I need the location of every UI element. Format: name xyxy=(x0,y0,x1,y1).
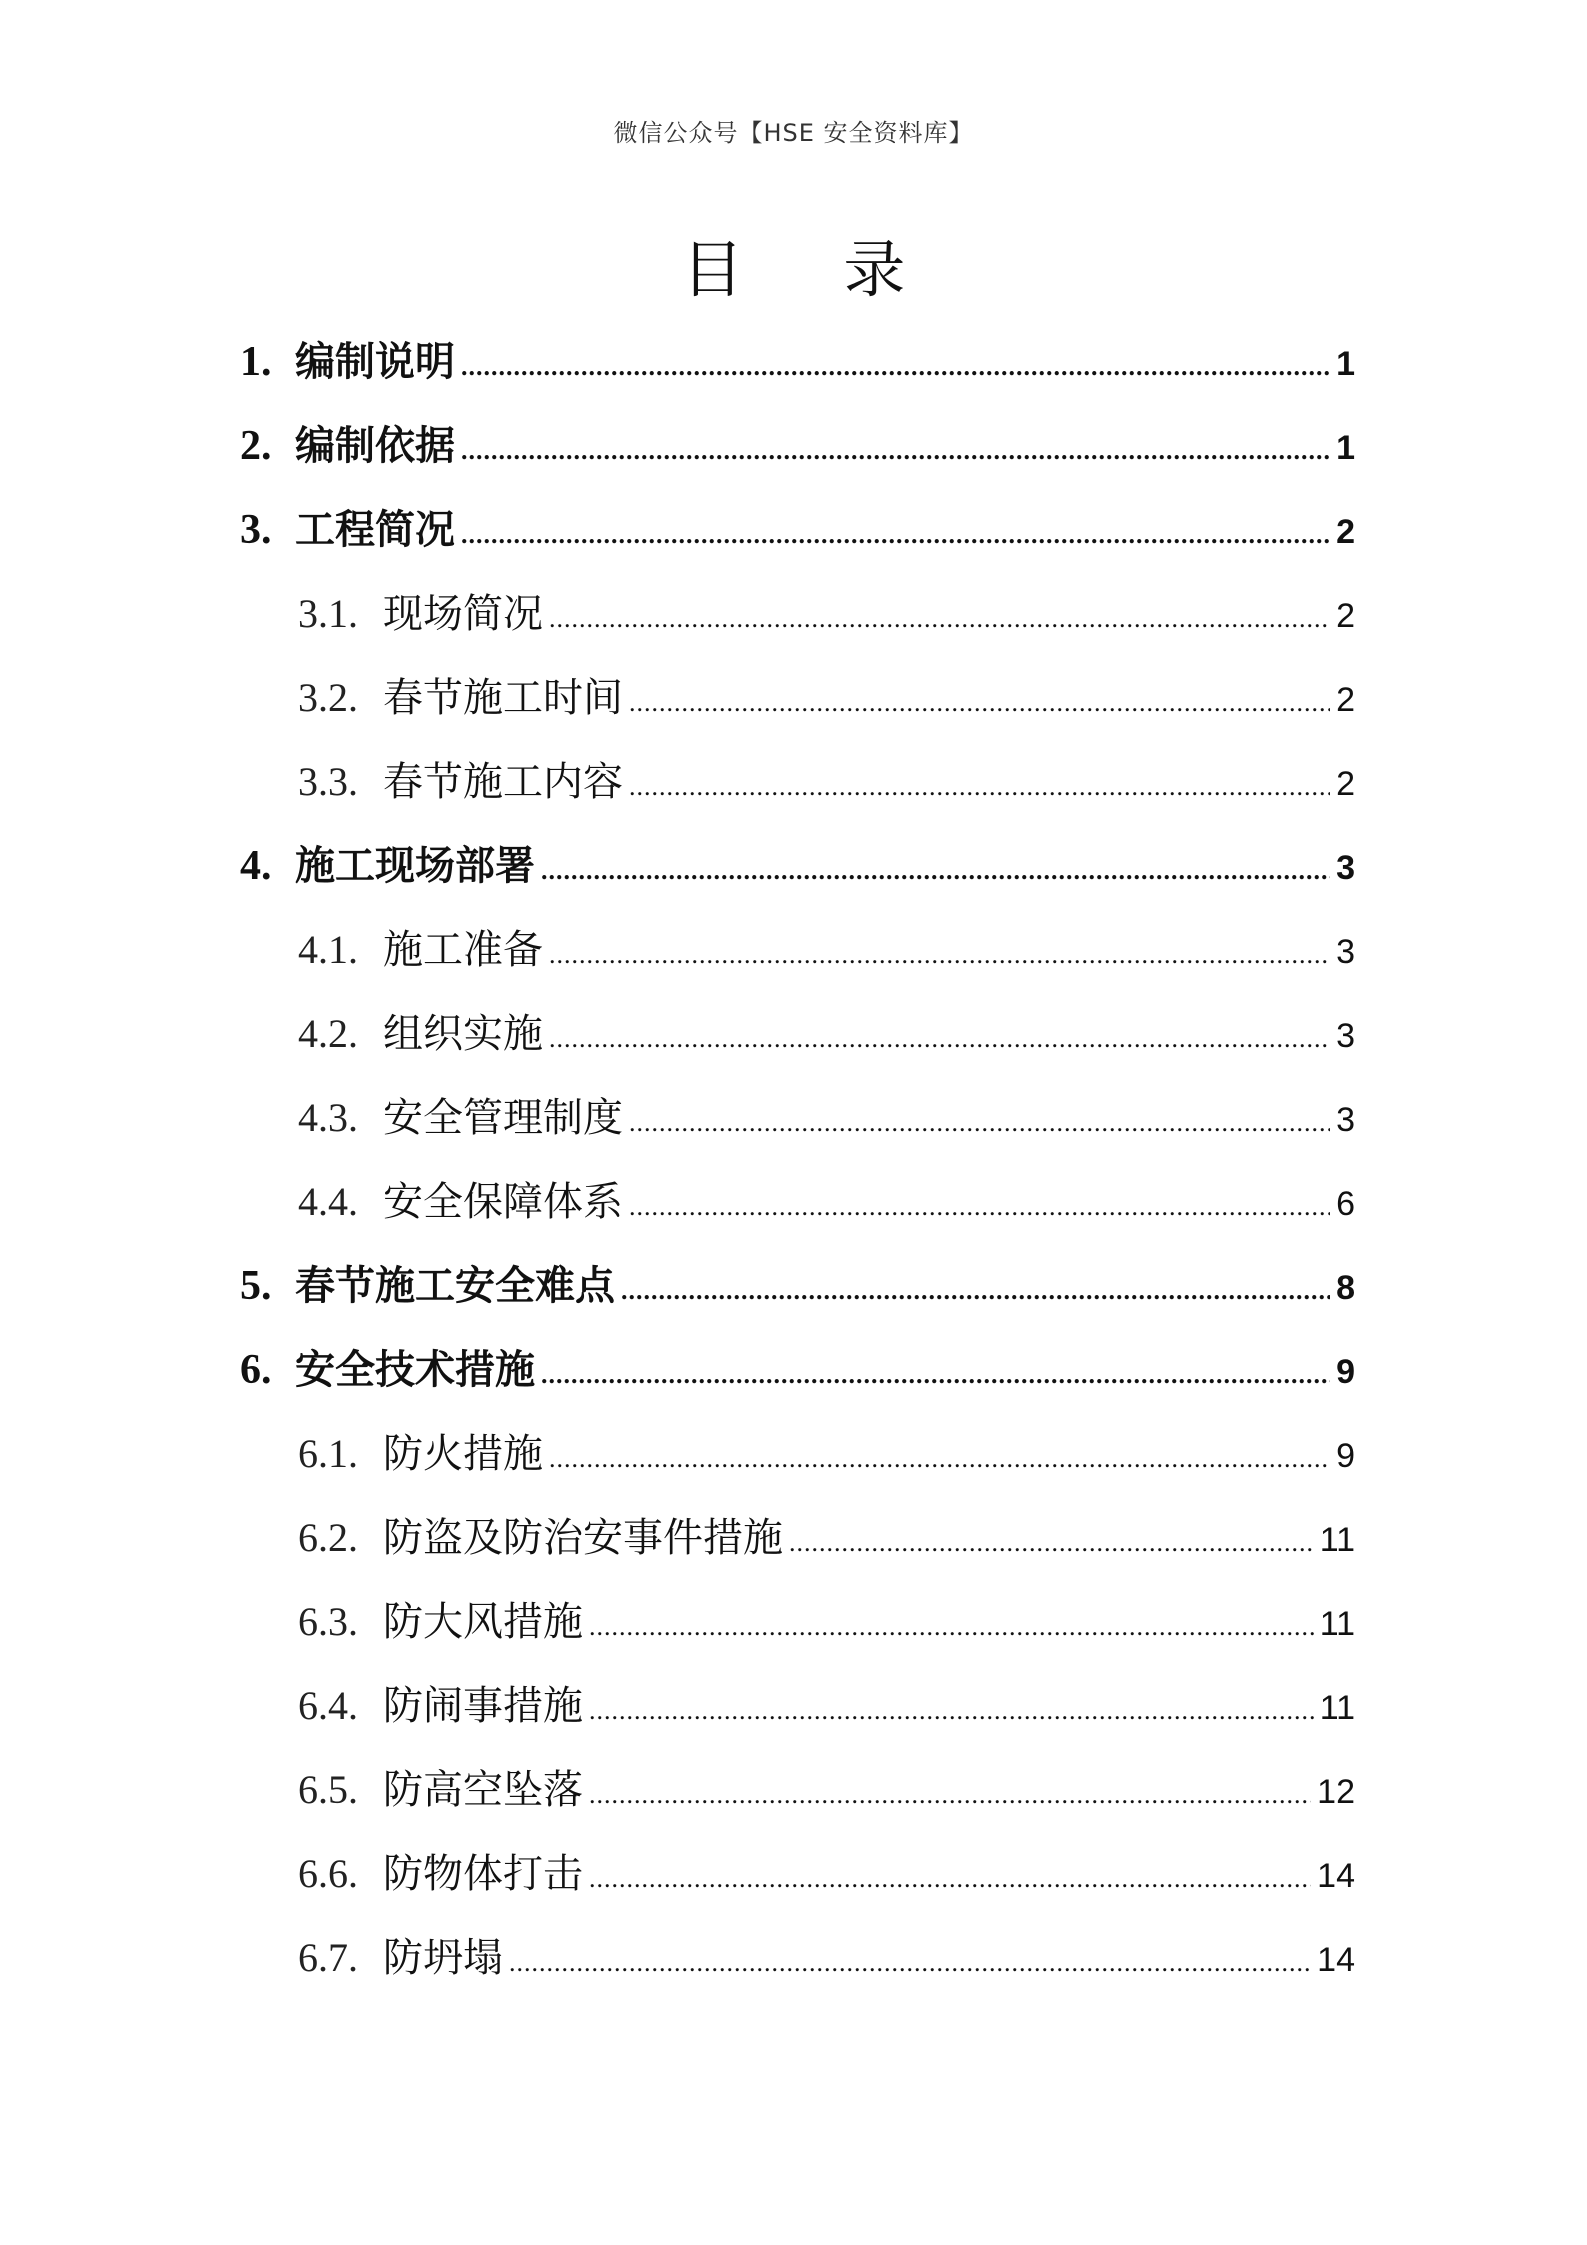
toc-page-number: 3 xyxy=(1336,1017,1355,1055)
toc-entry-6-4[interactable] xyxy=(240,1674,1355,1734)
toc-entry-4-1[interactable] xyxy=(240,918,1355,978)
toc-page-number: 6 xyxy=(1336,1185,1355,1223)
toc-entry-label: 春节施工安全难点 xyxy=(295,1263,615,1309)
toc-entry-5[interactable] xyxy=(240,1254,1355,1314)
toc-entry-6[interactable] xyxy=(240,1338,1355,1398)
toc-page-number: 2 xyxy=(1336,681,1355,719)
toc-entry-3-3[interactable] xyxy=(240,750,1355,810)
toc-dot-leader xyxy=(549,604,1330,634)
toc-dot-leader xyxy=(509,1948,1311,1978)
toc-entry-number: 3. xyxy=(240,507,272,553)
toc-page-number: 8 xyxy=(1336,1269,1355,1307)
toc-entry-number: 6.7. xyxy=(298,1935,358,1980)
toc-entry-6-3[interactable] xyxy=(240,1590,1355,1650)
toc-entry-label: 现场简况 xyxy=(383,591,543,637)
toc-entry-number: 3.2. xyxy=(298,675,358,720)
toc-dot-leader xyxy=(629,1192,1330,1222)
toc-dot-leader xyxy=(461,436,1330,466)
toc-entry-number: 6.6. xyxy=(298,1851,358,1896)
toc-entry-2[interactable] xyxy=(240,414,1355,474)
toc-entry-label: 防闹事措施 xyxy=(383,1683,583,1729)
toc-dot-leader xyxy=(589,1780,1311,1810)
toc-entry-label: 施工准备 xyxy=(383,927,543,973)
toc-entry-label: 工程简况 xyxy=(295,507,455,553)
toc-entry-label: 编制说明 xyxy=(295,339,455,385)
toc-dot-leader xyxy=(589,1864,1311,1894)
toc-entry-number: 6.1. xyxy=(298,1431,358,1476)
toc-entry-number: 6. xyxy=(240,1347,272,1393)
toc-dot-leader xyxy=(621,1276,1330,1306)
toc-dot-leader xyxy=(549,1444,1330,1474)
toc-page-number: 1 xyxy=(1336,345,1355,383)
toc-entry-number: 3.3. xyxy=(298,759,358,804)
toc-page-number: 9 xyxy=(1336,1353,1355,1391)
toc-entry-3-1[interactable] xyxy=(240,582,1355,642)
toc-dot-leader xyxy=(629,688,1330,718)
toc-entry-4-3[interactable] xyxy=(240,1086,1355,1146)
toc-entry-number: 6.3. xyxy=(298,1599,358,1644)
toc-page-number: 11 xyxy=(1319,1521,1355,1559)
toc-page-number: 14 xyxy=(1317,1857,1355,1895)
toc-entry-label: 防高空坠落 xyxy=(383,1767,583,1813)
toc-entry-label: 安全管理制度 xyxy=(383,1095,623,1141)
toc-dot-leader xyxy=(541,1360,1330,1390)
toc-dot-leader xyxy=(629,1108,1330,1138)
toc-entry-number: 4.2. xyxy=(298,1011,358,1056)
toc-page-number: 14 xyxy=(1317,1941,1355,1979)
toc-entry-label: 春节施工内容 xyxy=(383,759,623,805)
toc-entry-3-2[interactable] xyxy=(240,666,1355,726)
toc-entry-6-1[interactable] xyxy=(240,1422,1355,1482)
toc-entry-label: 防物体打击 xyxy=(383,1851,583,1897)
toc-page-number: 3 xyxy=(1336,1101,1355,1139)
toc-dot-leader xyxy=(461,520,1330,550)
toc-entry-label: 防火措施 xyxy=(383,1431,543,1477)
toc-entry-label: 施工现场部署 xyxy=(295,843,535,889)
toc-page-number: 12 xyxy=(1317,1773,1355,1811)
toc-page-number: 2 xyxy=(1336,597,1355,635)
toc-entry-1[interactable] xyxy=(240,330,1355,390)
toc-entry-number: 4.4. xyxy=(298,1179,358,1224)
toc-entry-number: 5. xyxy=(240,1263,272,1309)
toc-entry-label: 安全技术措施 xyxy=(295,1347,535,1393)
toc-entry-number: 3.1. xyxy=(298,591,358,636)
toc-entry-6-2[interactable] xyxy=(240,1506,1355,1566)
toc-page-number: 2 xyxy=(1336,513,1355,551)
toc-entry-4-4[interactable] xyxy=(240,1170,1355,1230)
page-title: 目 录 xyxy=(681,233,946,306)
toc-dot-leader xyxy=(549,1024,1330,1054)
toc-dot-leader xyxy=(461,352,1330,382)
toc-entry-4[interactable] xyxy=(240,834,1355,894)
toc-entry-number: 6.5. xyxy=(298,1767,358,1812)
toc-entry-6-7[interactable] xyxy=(240,1926,1355,1986)
toc-entry-number: 4. xyxy=(240,843,272,889)
toc-entry-label: 编制依据 xyxy=(295,423,455,469)
toc-dot-leader xyxy=(549,940,1330,970)
toc-entry-number: 1. xyxy=(240,339,272,385)
toc-dot-leader xyxy=(629,772,1330,802)
toc-entry-label: 防大风措施 xyxy=(383,1599,583,1645)
toc-page-number: 11 xyxy=(1319,1689,1355,1727)
toc-dot-leader xyxy=(541,856,1330,886)
toc-entry-label: 春节施工时间 xyxy=(383,675,623,721)
toc-entry-number: 6.4. xyxy=(298,1683,358,1728)
toc-entry-label: 组织实施 xyxy=(383,1011,543,1057)
toc-dot-leader xyxy=(589,1612,1314,1642)
toc-page-number: 1 xyxy=(1336,429,1355,467)
toc-page-number: 3 xyxy=(1336,933,1355,971)
toc-dot-leader xyxy=(789,1528,1314,1558)
toc-dot-leader xyxy=(589,1696,1314,1726)
toc-page-number: 11 xyxy=(1319,1605,1355,1643)
toc-page-number: 2 xyxy=(1336,765,1355,803)
toc-page-number: 9 xyxy=(1336,1437,1355,1475)
toc-entry-6-6[interactable] xyxy=(240,1842,1355,1902)
toc-page-number: 3 xyxy=(1336,849,1355,887)
toc-entry-number: 4.1. xyxy=(298,927,358,972)
toc-entry-number: 6.2. xyxy=(298,1515,358,1560)
toc-entry-label: 防坍塌 xyxy=(383,1935,503,1981)
toc-entry-label: 安全保障体系 xyxy=(383,1179,623,1225)
toc-entry-label: 防盗及防治安事件措施 xyxy=(383,1515,783,1561)
toc-entry-number: 2. xyxy=(240,423,272,469)
toc-entry-6-5[interactable] xyxy=(240,1758,1355,1818)
toc-entry-4-2[interactable] xyxy=(240,1002,1355,1062)
document-header: 微信公众号【HSE 安全资料库】 xyxy=(613,119,974,147)
toc-entry-3[interactable] xyxy=(240,498,1355,558)
toc-entry-number: 4.3. xyxy=(298,1095,358,1140)
